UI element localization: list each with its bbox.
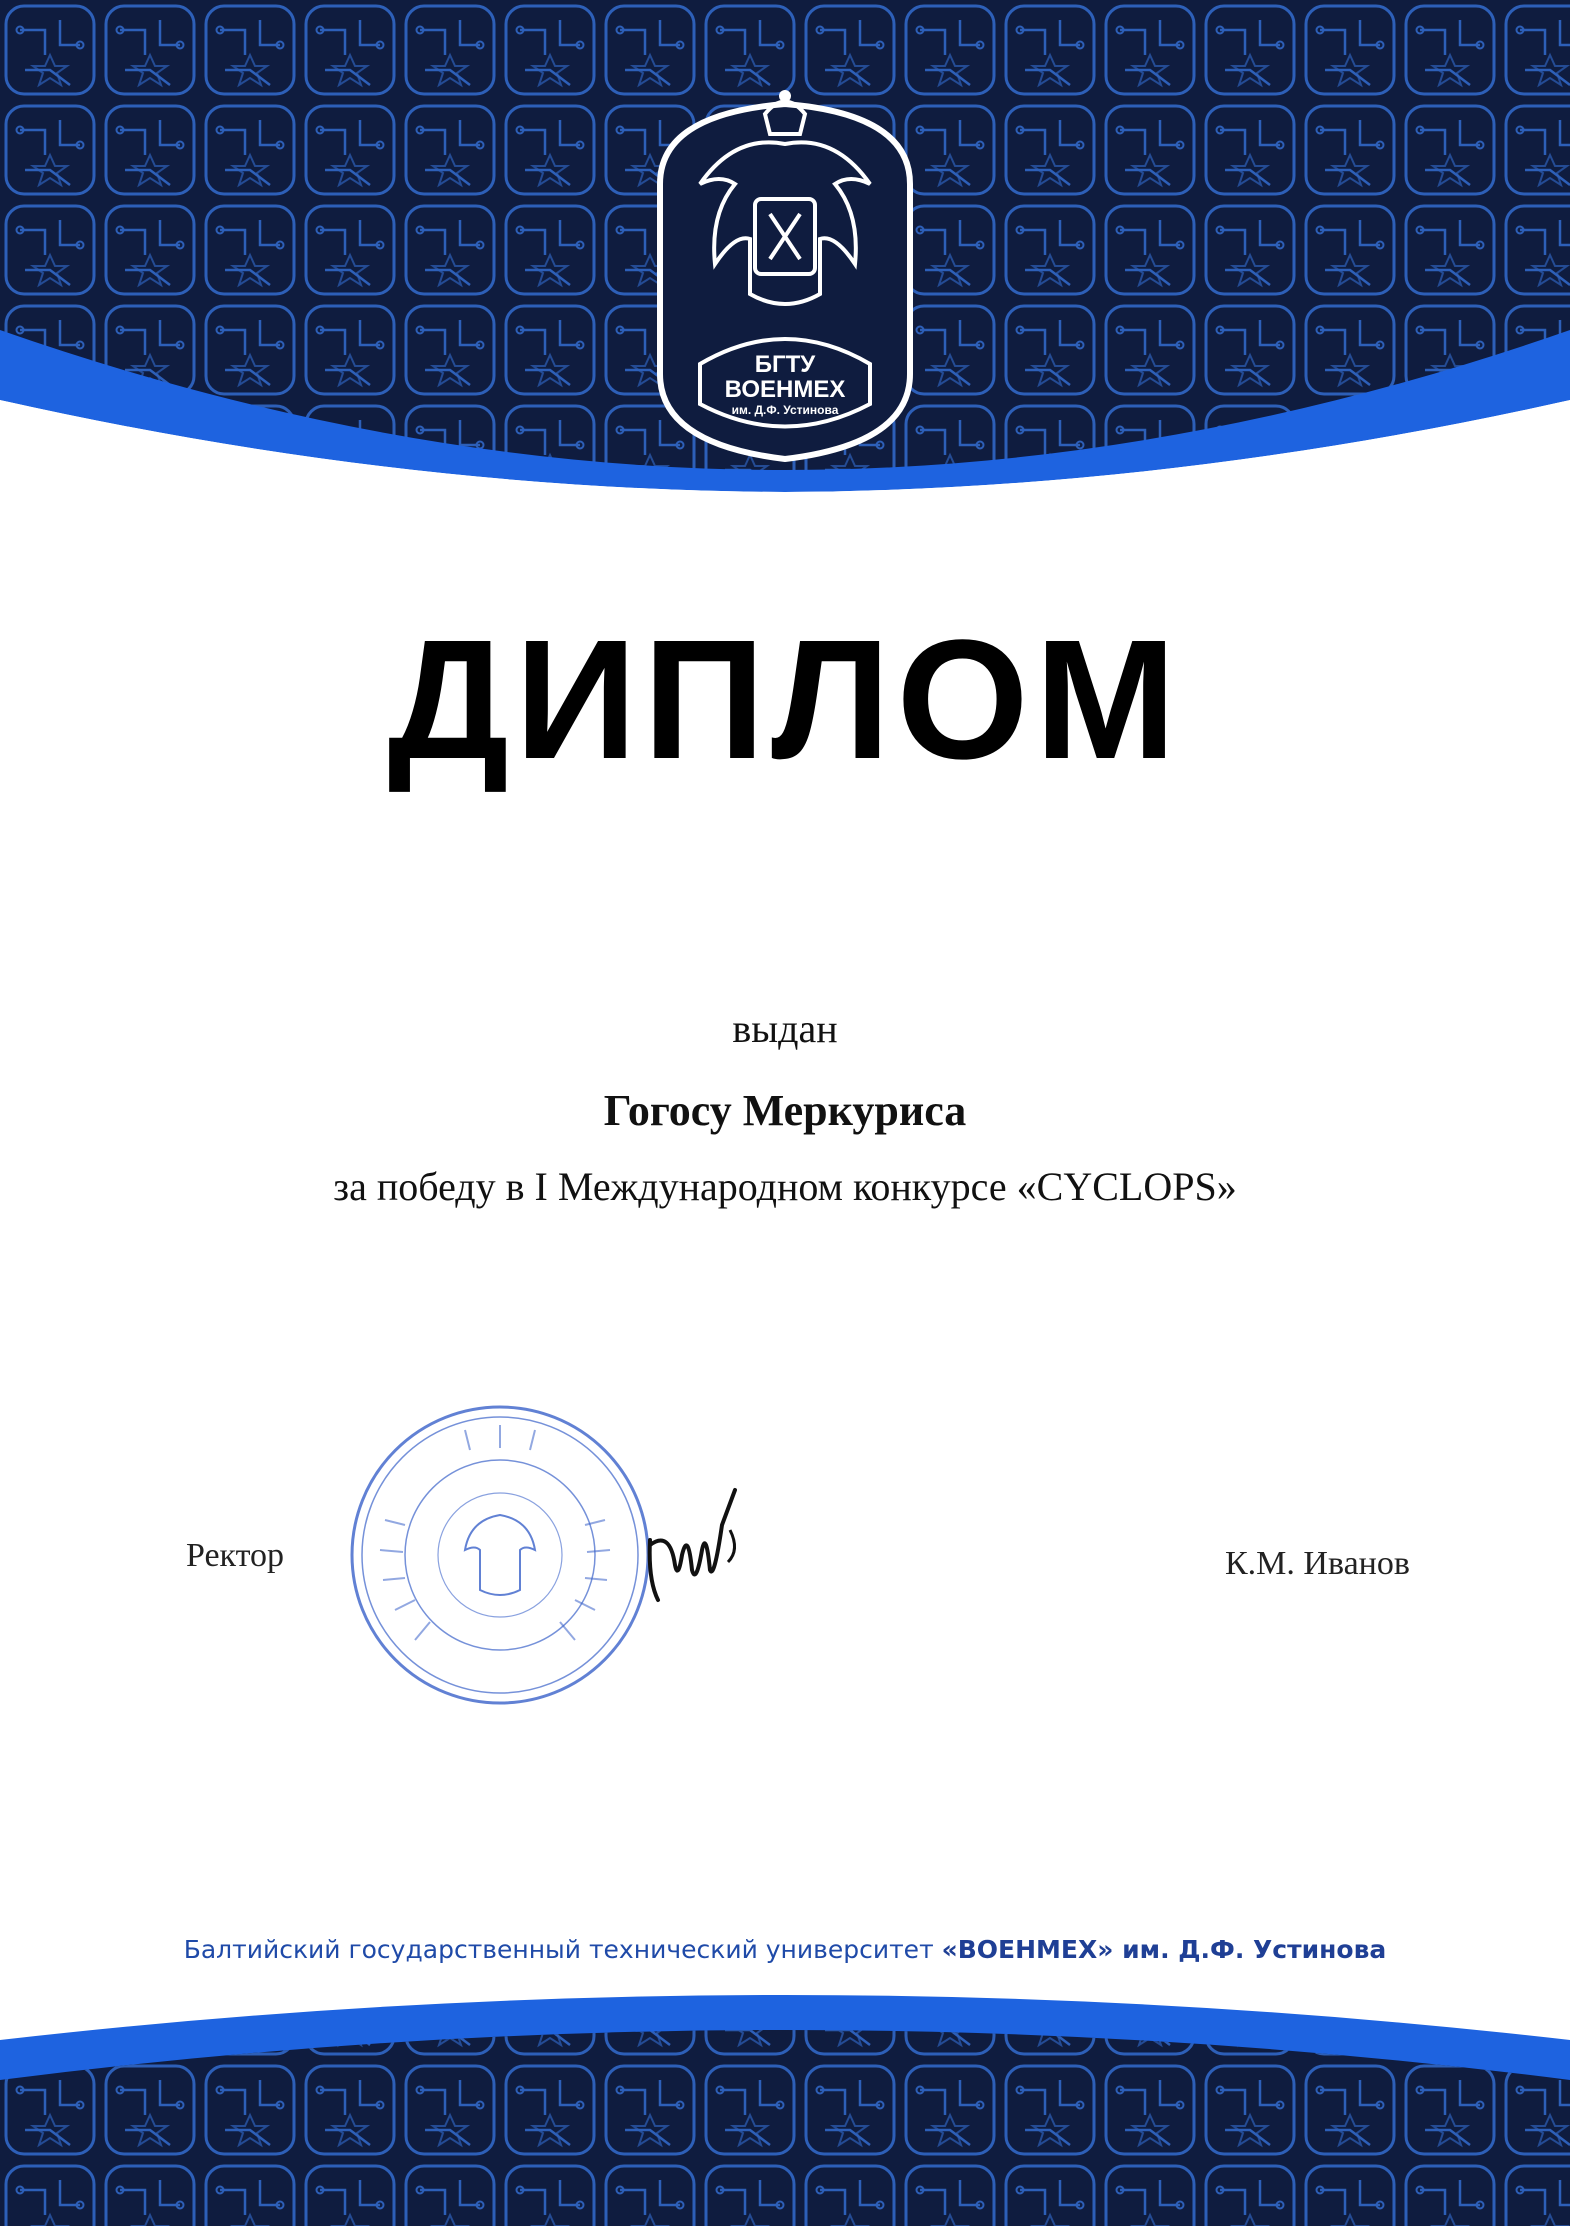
award-reason: за победу в I Международном конкурсе «CYCLOPS» (333, 1164, 1237, 1209)
emblem-line2: ВОЕНМЕХ (724, 376, 846, 404)
university-emblem (640, 74, 930, 474)
diploma-title: ДИПЛОМ (387, 605, 1183, 795)
issued-label: выдан (732, 1006, 838, 1051)
footer-text: Балтийский государственный технический университет (183, 1935, 942, 1964)
rector-signature (630, 1470, 770, 1610)
recipient-name: Гогосу Меркуриса (603, 1086, 967, 1135)
emblem-line1: БГТУ (754, 351, 816, 378)
footer-text-bold: «ВОЕНМЕХ» им. Д.Ф. Устинова (941, 1935, 1387, 1964)
footer-pattern-band (0, 1960, 1570, 2226)
round-seal-stamp-icon (345, 1400, 655, 1710)
emblem-line3: им. Д.Ф. Устинова (731, 403, 839, 418)
rector-name: К.М. Иванов (1225, 1545, 1410, 1582)
rector-label: Ректор (186, 1537, 285, 1574)
